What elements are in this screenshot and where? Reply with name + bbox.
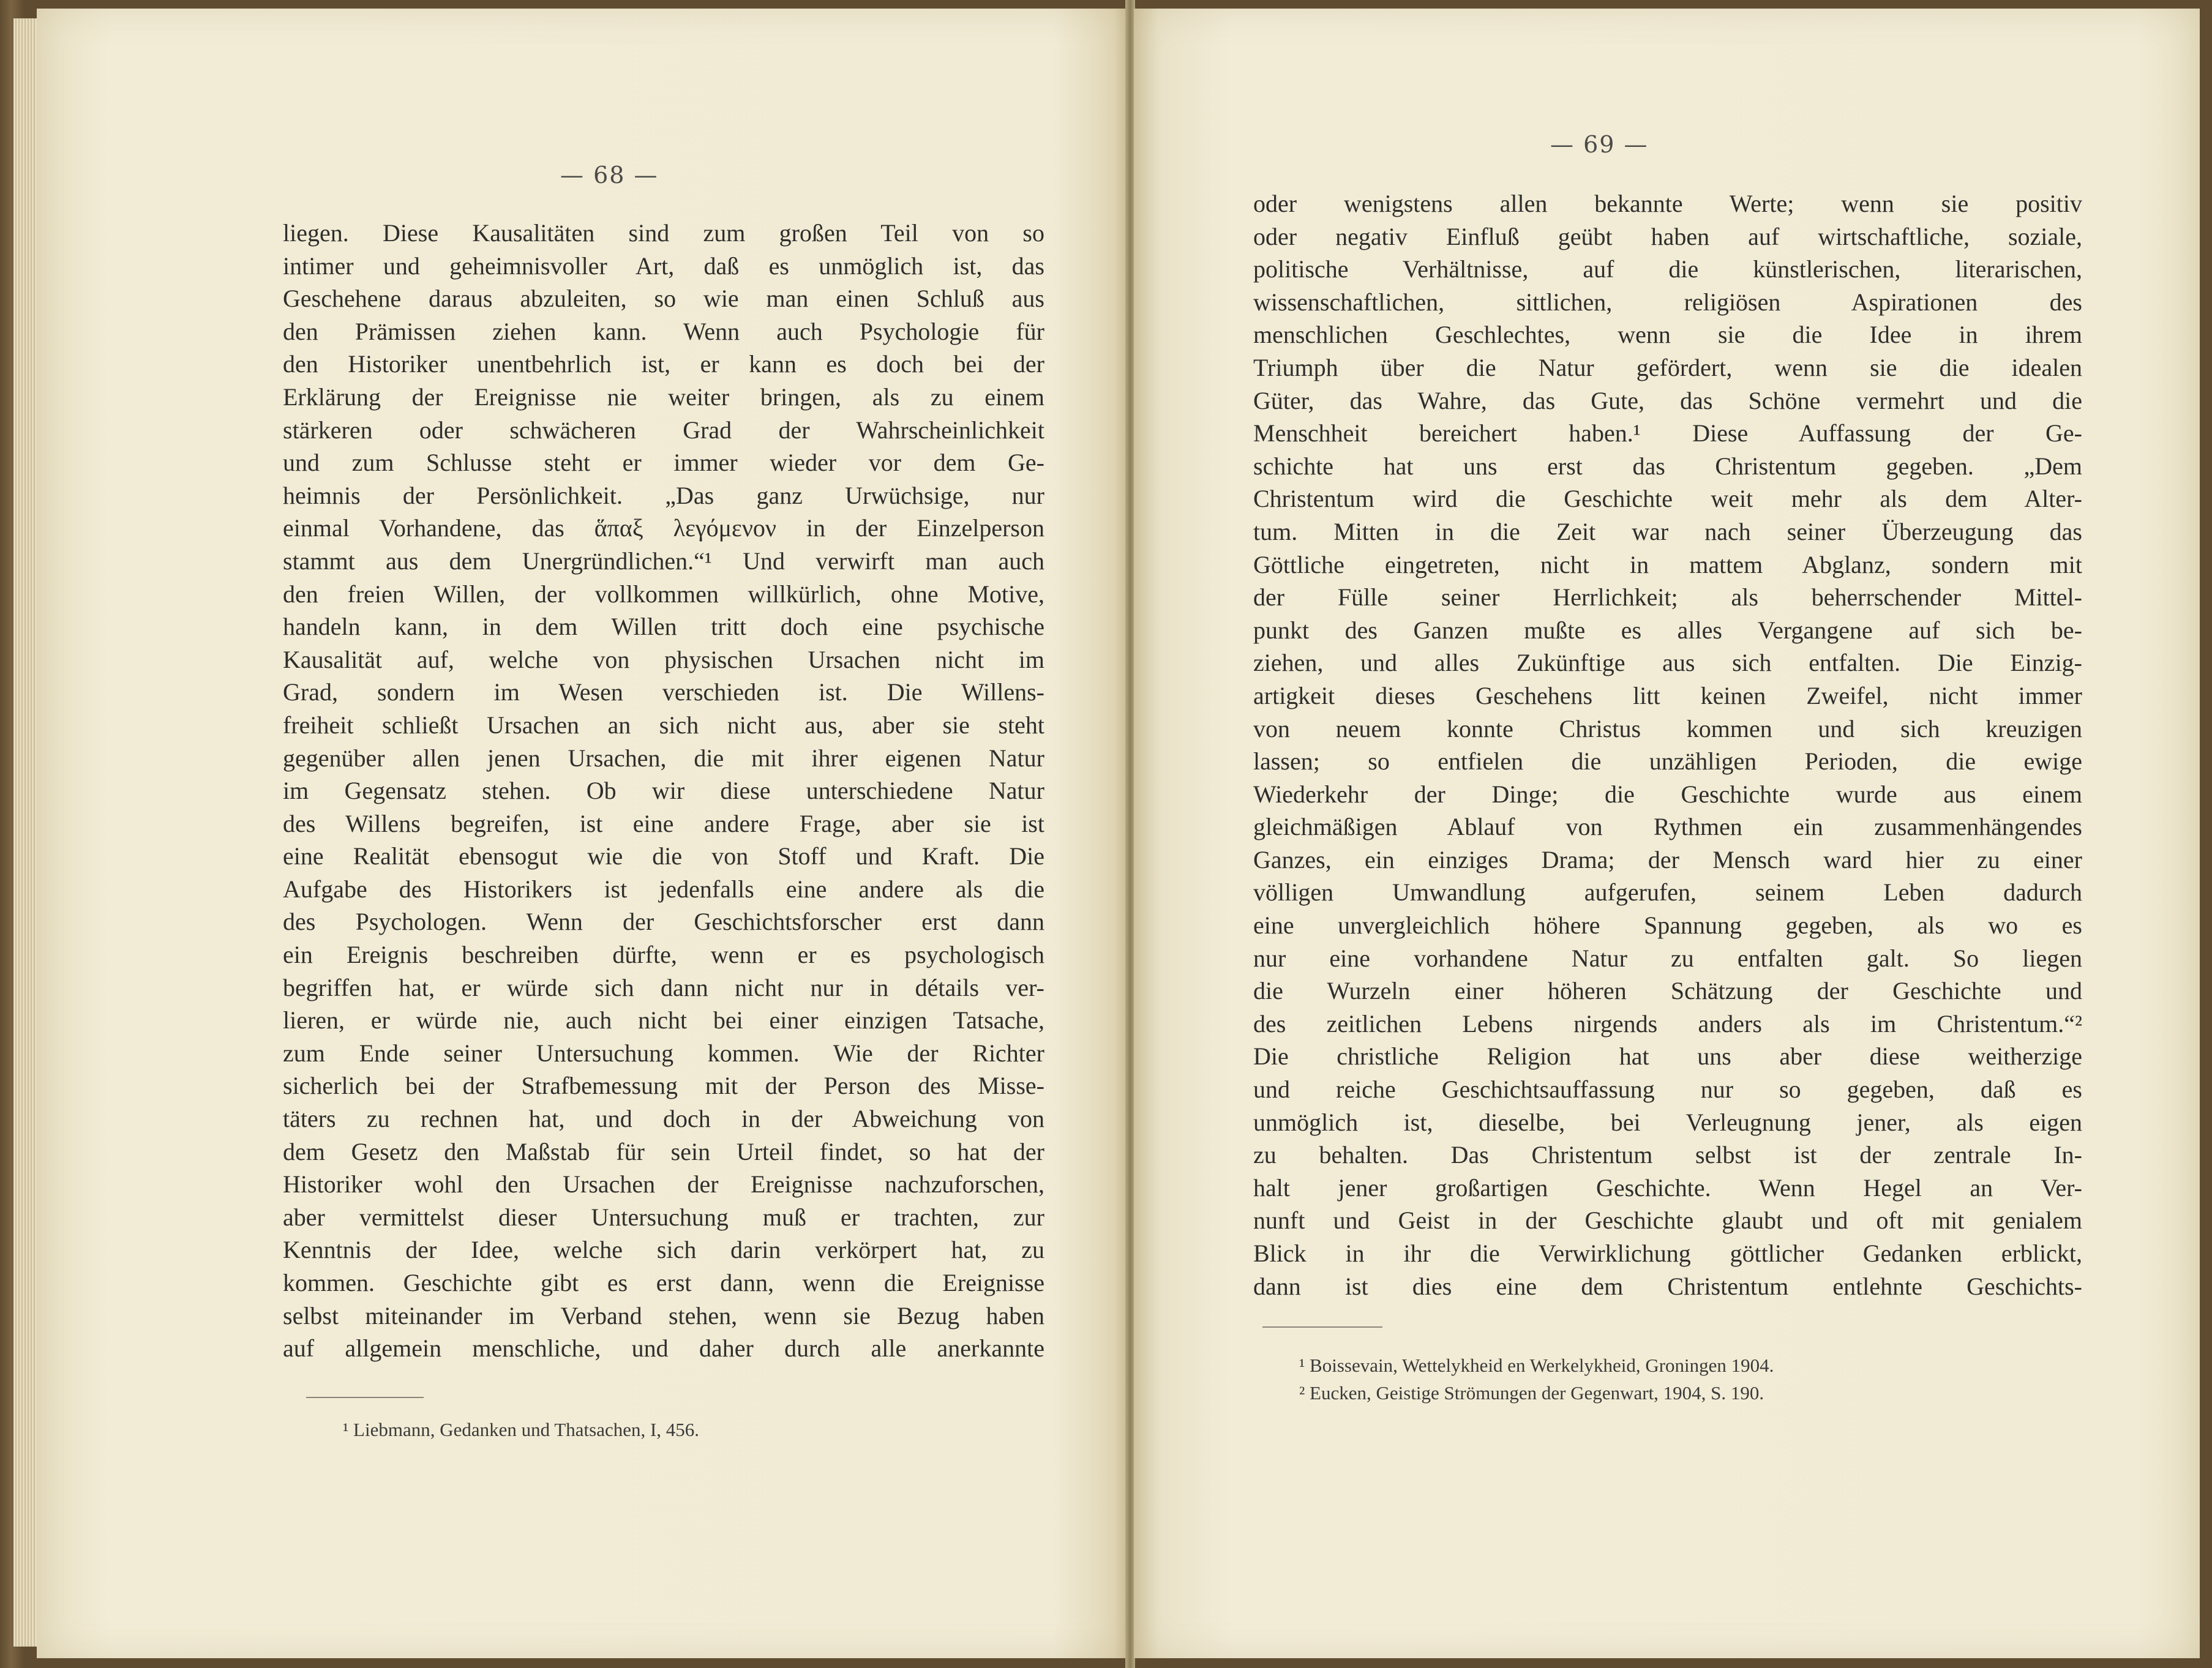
footnote: ¹ Liebmann, Gedanken und Thatsachen, I, 456. <box>343 1419 700 1440</box>
text-line: dem Gesetz den Maßstab für sein Urteil findet, so hat der <box>283 1137 1044 1165</box>
text-line: gleichmäßigen Ablauf von Rythmen ein zusammenhängendes <box>1253 813 2082 841</box>
text-line: nur eine vorhandene Natur zu entfalten galt. So liegen <box>1253 944 2082 972</box>
text-line: dann ist dies eine dem Christentum entlehnte Geschichts- <box>1253 1272 2082 1300</box>
footnote: ¹ Boissevain, Wettelykheid en Werkelykheid, Groningen 1904. <box>1299 1355 1774 1376</box>
text-line: liegen. Diese Kausalitäten sind zum großen Teil von so <box>283 219 1044 247</box>
text-line: die Wurzeln einer höheren Schätzung der Geschichte und <box>1253 977 2082 1005</box>
text-line: auf allgemein menschliche, und daher durch alle anerkannte <box>283 1334 1044 1363</box>
text-line: oder wenigstens allen bekannte Werte; wenn sie positiv <box>1253 190 2082 217</box>
text-line: den Historiker unentbehrlich ist, er kann es doch bei der <box>283 350 1044 378</box>
text-line: von neuem konnte Christus kommen und sich kreuzigen <box>1253 714 2082 742</box>
text-line: zum Ende seiner Untersuchung kommen. Wie der Richter <box>283 1039 1044 1067</box>
text-line: Güter, das Wahre, das Gute, das Schöne vermehrt und die <box>1253 386 2082 414</box>
text-line: ein Ereignis beschreiben dürfte, wenn er es psychologisch <box>283 941 1044 969</box>
footnote: ² Eucken, Geistige Strömungen der Gegenwart, 1904, S. 190. <box>1299 1382 1764 1404</box>
text-line: den freien Willen, der vollkommen willkürlich, ohne Motive, <box>283 580 1044 608</box>
text-line: Erklärung der Ereignisse nie weiter bringen, als zu einem <box>283 383 1044 411</box>
text-line: begriffen hat, er würde sich dann nicht nur in détails ver- <box>283 973 1044 1001</box>
text-line: lieren, er würde nie, auch nicht bei einer einzigen Tatsache, <box>283 1006 1044 1034</box>
text-line: gegenüber allen jenen Ursachen, die mit ihrer eigenen Natur <box>283 744 1044 772</box>
text-line: im Gegensatz stehen. Ob wir diese unterschiedene Natur <box>283 777 1044 805</box>
text-line: menschlichen Geschlechtes, wenn sie die Idee in ihrem <box>1253 321 2082 349</box>
text-line: den Prämissen ziehen kann. Wenn auch Psychologie für <box>283 317 1044 345</box>
text-line: Geschehene daraus abzuleiten, so wie man einen Schluß aus <box>283 285 1044 313</box>
text-line: Aufgabe des Historikers ist jedenfalls eine andere als die <box>283 875 1044 903</box>
text-line: Blick in ihr die Verwirklichung göttlicher Gedanken erblickt, <box>1253 1240 2082 1267</box>
text-line: zu behalten. Das Christentum selbst ist der zentrale In- <box>1253 1141 2082 1169</box>
text-line: tum. Mitten in die Zeit war nach seiner Überzeugung das <box>1253 517 2082 545</box>
text-line: punkt des Ganzen mußte es alles Vergangene auf sich be- <box>1253 616 2082 644</box>
page-number: — 69 — <box>1550 131 1649 158</box>
text-line: kommen. Geschichte gibt es erst dann, wenn die Ereignisse <box>283 1269 1044 1296</box>
footnote-rule <box>306 1397 424 1398</box>
text-line: Ganzes, ein einziges Drama; der Mensch ward hier zu einer <box>1253 845 2082 873</box>
text-line: oder negativ Einfluß geübt haben auf wirtschaftliche, soziale, <box>1253 222 2082 250</box>
text-line: stammt aus dem Unergründlichen.“¹ Und verwirft man auch <box>283 547 1044 575</box>
text-line: unmöglich ist, dieselbe, bei Verleugnung jener, als eigen <box>1253 1108 2082 1136</box>
text-line: wissenschaftlichen, sittlichen, religiösen Aspirationen des <box>1253 288 2082 316</box>
body-text <box>1253 187 2082 1303</box>
text-line: einmal Vorhandene, das ἅπαξ λεγόμενον in der Einzelperson <box>283 514 1044 542</box>
text-line: lassen; so entfielen die unzähligen Perioden, die ewige <box>1253 747 2082 776</box>
text-line: artigkeit dieses Geschehens litt keinen Zweifel, nicht immer <box>1253 681 2082 709</box>
text-line: täters zu rechnen hat, und doch in der Abweichung von <box>283 1105 1044 1133</box>
body-text <box>283 217 1044 1365</box>
text-line: ziehen, und alles Zukünftige aus sich entfalten. Die Einzig- <box>1253 649 2082 677</box>
text-line: aber vermittelst dieser Untersuchung muß er trachten, zur <box>283 1203 1044 1231</box>
text-line: heimnis der Persönlichkeit. „Das ganz Urwüchsige, nur <box>283 481 1044 509</box>
text-line: sicherlich bei der Strafbemessung mit der Person des Misse- <box>283 1072 1044 1100</box>
text-line: der Fülle seiner Herrlichkeit; als beherrschender Mittel- <box>1253 583 2082 611</box>
text-line: stärkeren oder schwächeren Grad der Wahrscheinlichkeit <box>283 416 1044 444</box>
text-line: und zum Schlusse steht er immer wieder vor dem Ge- <box>283 449 1044 477</box>
text-line: Kenntnis der Idee, welche sich darin verkörpert hat, zu <box>283 1236 1044 1264</box>
text-line: halt jener großartigen Geschichte. Wenn Hegel an Ver- <box>1253 1173 2082 1202</box>
right-page <box>1134 9 2200 1658</box>
page-edge-stack <box>13 18 38 1647</box>
text-line: völligen Umwandlung aufgerufen, seinem Leben dadurch <box>1253 878 2082 907</box>
text-line: Göttliche eingetreten, nicht in mattem Abglanz, sondern mit <box>1253 550 2082 578</box>
left-page <box>37 9 1127 1658</box>
text-line: Triumph über die Natur gefördert, wenn sie die idealen <box>1253 353 2082 381</box>
text-line: und reiche Geschichtsauffassung nur so gegeben, daß es <box>1253 1075 2082 1104</box>
text-line: Wiederkehr der Dinge; die Geschichte wurde aus einem <box>1253 780 2082 808</box>
text-line: freiheit schließt Ursachen an sich nicht aus, aber sie steht <box>283 711 1044 739</box>
text-line: eine Realität ebensogut wie die von Stoff und Kraft. Die <box>283 842 1044 870</box>
text-line: des zeitlichen Lebens nirgends anders als im Christentum.“² <box>1253 1009 2082 1038</box>
text-line: nunft und Geist in der Geschichte glaubt und oft mit genialem <box>1253 1206 2082 1235</box>
text-line: des Psychologen. Wenn der Geschichtsforscher erst dann <box>283 908 1044 936</box>
text-line: handeln kann, in dem Willen tritt doch eine psychische <box>283 613 1044 641</box>
text-line: Historiker wohl den Ursachen der Ereignisse nachzuforschen, <box>283 1170 1044 1199</box>
text-line: des Willens begreifen, ist eine andere Frage, aber sie ist <box>283 809 1044 837</box>
text-line: Grad, sondern im Wesen verschieden ist. Die Willens- <box>283 678 1044 706</box>
text-line: selbst miteinander im Verband stehen, wenn sie Bezug haben <box>283 1301 1044 1330</box>
text-line: Kausalität auf, welche von physischen Ursachen nicht im <box>283 645 1044 673</box>
text-line: politische Verhältnisse, auf die künstlerischen, literarischen, <box>1253 255 2082 283</box>
text-line: Christentum wird die Geschichte weit mehr als dem Alter- <box>1253 485 2082 513</box>
text-line: Menschheit bereichert haben.¹ Diese Auffassung der Ge- <box>1253 419 2082 447</box>
text-line: intimer und geheimnisvoller Art, daß es unmöglich ist, das <box>283 252 1044 280</box>
text-line: eine unvergleichlich höhere Spannung gegeben, als wo es <box>1253 911 2082 940</box>
text-line: schichte hat uns erst das Christentum gegeben. „Dem <box>1253 452 2082 480</box>
text-line: Die christliche Religion hat uns aber diese weitherzige <box>1253 1042 2082 1071</box>
page-number: — 68 — <box>560 162 659 189</box>
footnote-rule <box>1262 1326 1382 1328</box>
